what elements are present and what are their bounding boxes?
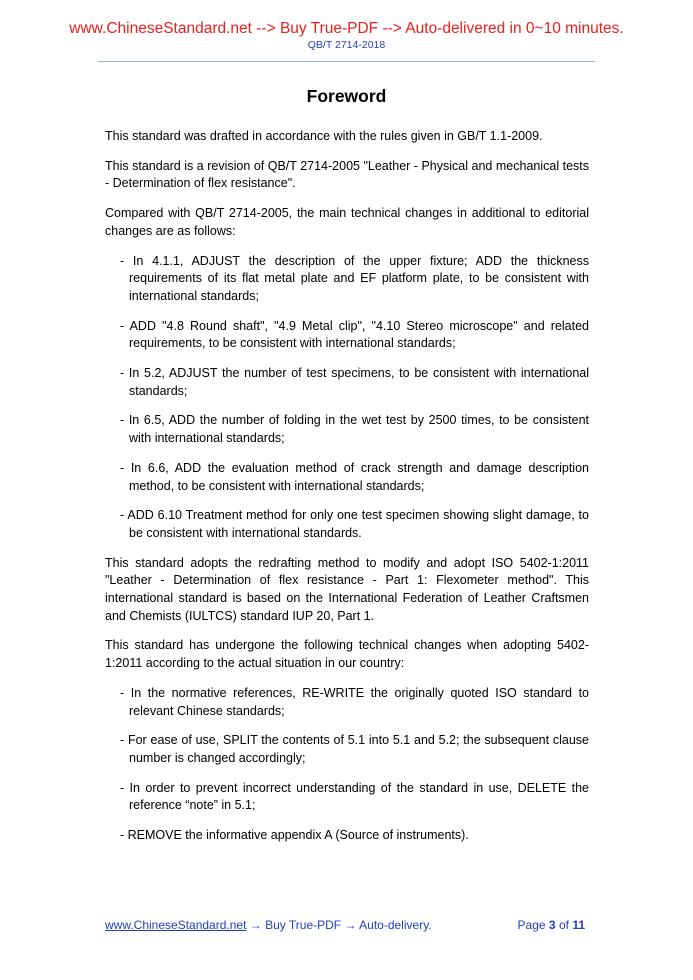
page-title: Foreword: [306, 86, 387, 106]
list-item: - In 4.1.1, ADJUST the description of the upper fixture; ADD the thickness requirements of its flat metal plate and EF platform plate, to be consistent with international standards;: [120, 253, 589, 303]
intro-paragraph: This standard was drafted in accordance with the rules given in GB/T 1.1-2009.: [105, 129, 543, 143]
list-item: - In 5.2, ADJUST the number of test specimens, to be consistent with international standards;: [120, 366, 589, 398]
of-label: of: [558, 918, 569, 932]
page-label: Page: [517, 918, 546, 932]
list-item: - In 6.6, ADD the evaluation method of crack strength and damage description method, to be consistent with international standards;: [120, 460, 589, 493]
intro-paragraph: This standard is a revision of QB/T 2714-2005 "Leather - Physical and mechanical tests - Determination of flex resistance".: [105, 158, 589, 191]
header-divider: [98, 61, 595, 62]
list-item: - In 6.5, ADD the number of folding in the wet test by 2500 times, to be consistent with international standards;: [120, 413, 589, 446]
standard-code: QB/T 2714-2018: [307, 39, 386, 51]
page-number-indicator: [518, 917, 585, 933]
current-page: 3: [548, 918, 556, 932]
document-body: [105, 128, 589, 857]
intro-paragraph: Compared with QB/T 2714-2005, the main technical changes in additional to editorial changes are as follows:: [105, 206, 589, 238]
technical-changes-list: [105, 253, 589, 543]
footer-delivery-text: Auto-delivery.: [359, 918, 432, 932]
list-item: - For ease of use, SPLIT the contents of 5.1 into 5.1 and 5.2; the subsequent clause number is changed accordingly;: [120, 733, 589, 765]
list-item: - ADD "4.8 Round shaft", "4.9 Metal clip", "4.10 Stereo microscope" and related requirements, to be consistent with international standards;: [120, 318, 589, 351]
adoption-paragraph: This standard adopts the redrafting method to modify and adopt ISO 5402-1:2011 "Leather - Determination of flex resistance - Part 1: Flexometer method". This international standard is based on the International Federation of Leather Craftsmen and Chemists (IULTCS) standard IUP 20, Part 1.: [105, 555, 589, 623]
total-pages: 11: [572, 918, 585, 932]
list-item: - ADD 6.10 Treatment method for only one test specimen showing slight damage, to be consistent with international standards.: [120, 508, 589, 540]
list-item: - REMOVE the informative appendix A (Source of instruments).: [120, 828, 469, 843]
footer-buy-text: Buy True-PDF: [265, 918, 342, 932]
arrow-icon: →: [344, 918, 357, 932]
page-footer: [105, 917, 589, 933]
footer-promo: [105, 917, 432, 933]
footer-website-link[interactable]: www.ChineseStandard.net: [105, 918, 247, 932]
arrow-icon: →: [249, 918, 262, 932]
list-item: - In the normative references, RE-WRITE the originally quoted ISO standard to relevant Chinese standards;: [120, 685, 589, 718]
adoption-paragraph: This standard has undergone the following technical changes when adopting 5402-1:2011 according to the actual situation in our country:: [105, 638, 589, 671]
adoption-changes-list: [105, 685, 589, 845]
header-banner-link[interactable]: www.ChineseStandard.net --> Buy True-PDF --> Auto-delivered in 0~10 minutes.: [69, 20, 624, 37]
list-item: - In order to prevent incorrect understanding of the standard in use, DELETE the reference “note” in 5.1;: [120, 780, 589, 813]
